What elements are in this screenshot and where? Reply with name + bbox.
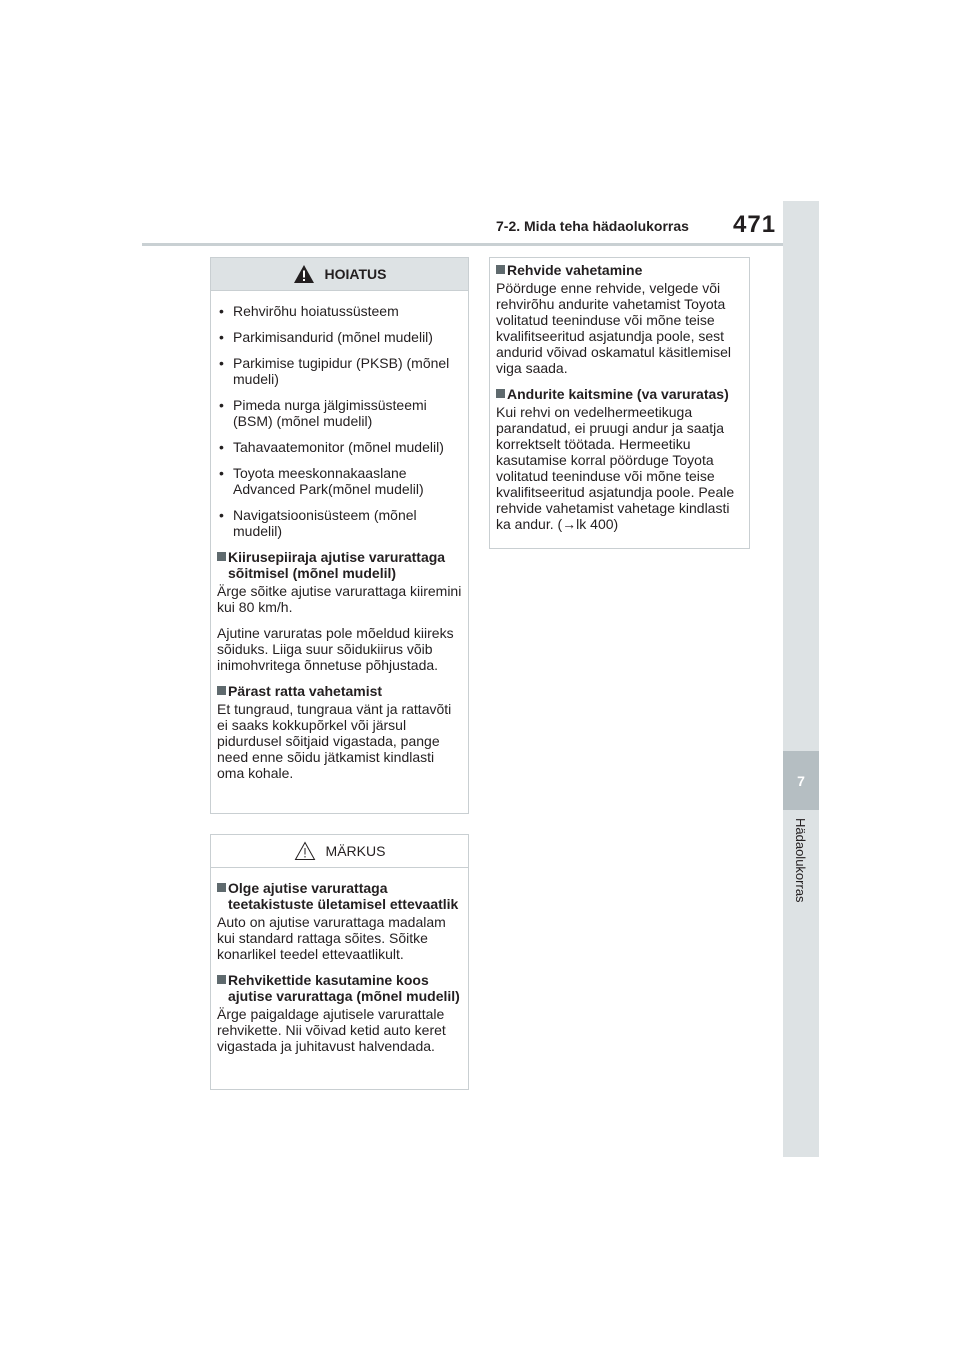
notice-triangle-icon	[294, 841, 316, 861]
warning-box-body	[211, 291, 468, 781]
square-bullet-icon	[217, 883, 226, 892]
speed-limit-heading-text: Kiirusepiiraja ajutise varurattaga sõitmisel (mõnel mudelil)	[228, 549, 446, 581]
spare-tire-obstacles-heading	[217, 880, 462, 912]
sensor-protection-heading	[496, 386, 743, 402]
warning-box	[210, 257, 469, 814]
page-number: 471	[733, 211, 777, 238]
notice-box	[210, 834, 469, 1090]
notice-box-header	[211, 835, 468, 868]
tire-change-heading-text: Rehvide vahetamine	[507, 262, 643, 278]
tire-chains-heading-text: Rehvikettide kasutamine koos ajutise varurattaga (mõnel mudelil)	[228, 972, 460, 1004]
speed-limit-heading	[217, 549, 462, 581]
square-bullet-icon	[496, 265, 505, 274]
speed-limit-text-2: Ajutine varuratas pole mõeldud kiireks sõiduks. Liiga suur sõidukiirus võib inimohvritega õnnetuse põhjustada.	[217, 625, 454, 673]
notice-box-body	[211, 868, 468, 1054]
tire-chains-text: Ärge paigaldage ajutisele varurattale rehvikette. Nii võivad ketid auto keret vigastada ja juhitavust halvendada.	[217, 1006, 446, 1054]
list-item: • Pimeda nurga jälgimissüsteemi (BSM) (mõnel mudelil)	[217, 397, 462, 429]
tire-info-box-body	[490, 262, 749, 532]
square-bullet-icon	[496, 389, 505, 398]
list-item: • Parkimise tugipidur (PKSB) (mõnel mudeli)	[217, 355, 462, 387]
list-item: • Navigatsioonisüsteem (mõnel mudelil)	[217, 507, 462, 539]
square-bullet-icon	[217, 552, 226, 561]
sensor-protection-text: Kui rehvi on vedelhermeetikuga parandatud, ei pruugi andur ja saatja korrektselt töötada. Hermeetiku kasutamise korral pöörduge Toyota volitatud teeninduse või mõne teise kvalifitseeritud asjatundja poole. Peale rehvide vahetamist vahetage kindlasti ka andur. (→lk 400)	[496, 404, 735, 532]
warning-box-title: HOIATUS	[324, 266, 387, 282]
header-divider	[142, 243, 783, 246]
list-item: • Tahavaatemonitor (mõnel mudelil)	[217, 439, 462, 455]
square-bullet-icon	[217, 686, 226, 695]
list-item: • Toyota meeskonnakaaslane Advanced Park(mõnel mudelil)	[217, 465, 462, 497]
after-wheel-change-heading-text: Pärast ratta vahetamist	[228, 683, 383, 699]
warning-triangle-icon	[293, 264, 315, 284]
notice-box-title: MÄRKUS	[325, 843, 386, 859]
spare-tire-obstacles-text: Auto on ajutise varurattaga madalam kui standard rattaga sõites. Sõitke konarlikel teedel ettevaatlikult.	[217, 914, 446, 962]
chapter-side-tab	[783, 201, 819, 1157]
chapter-label: Hädaolukorras	[793, 818, 808, 903]
sensor-protection-heading-text: Andurite kaitsmine (va varuratas)	[507, 386, 729, 402]
tire-chains-heading	[217, 972, 462, 1004]
tire-change-heading	[496, 262, 743, 278]
after-wheel-change-heading	[217, 683, 462, 699]
after-wheel-change-text: Et tungraud, tungraua vänt ja rattavõti ei saaks kokkupõrkel või järsul pidurdusel sõitjaid vigastada, pange need enne sõidu jätkamist kindlasti oma kohale.	[217, 701, 452, 781]
tire-change-text: Pöörduge enne rehvide, velgede või rehvirõhu andurite vahetamist Toyota volitatud teeninduse või mõne teise kvalifitseeritud asjatundja poole, sest andurid võivad oskamatul käsitlemisel viga saada.	[496, 280, 731, 376]
chapter-number: 7	[783, 751, 819, 810]
section-title: 7-2. Mida teha hädaolukorras	[496, 218, 689, 234]
list-item: • Parkimisandurid (mõnel mudelil)	[217, 329, 462, 345]
square-bullet-icon	[217, 975, 226, 984]
spare-tire-obstacles-heading-text: Olge ajutise varurattaga teetakistuste ületamisel ettevaatlik	[228, 880, 459, 912]
warning-box-header	[211, 258, 468, 291]
list-item: • Rehvirõhu hoiatussüsteem	[217, 303, 462, 319]
tire-info-box	[489, 257, 750, 549]
speed-limit-text-1: Ärge sõitke ajutise varurattaga kiiremini kui 80 km/h.	[217, 583, 462, 615]
